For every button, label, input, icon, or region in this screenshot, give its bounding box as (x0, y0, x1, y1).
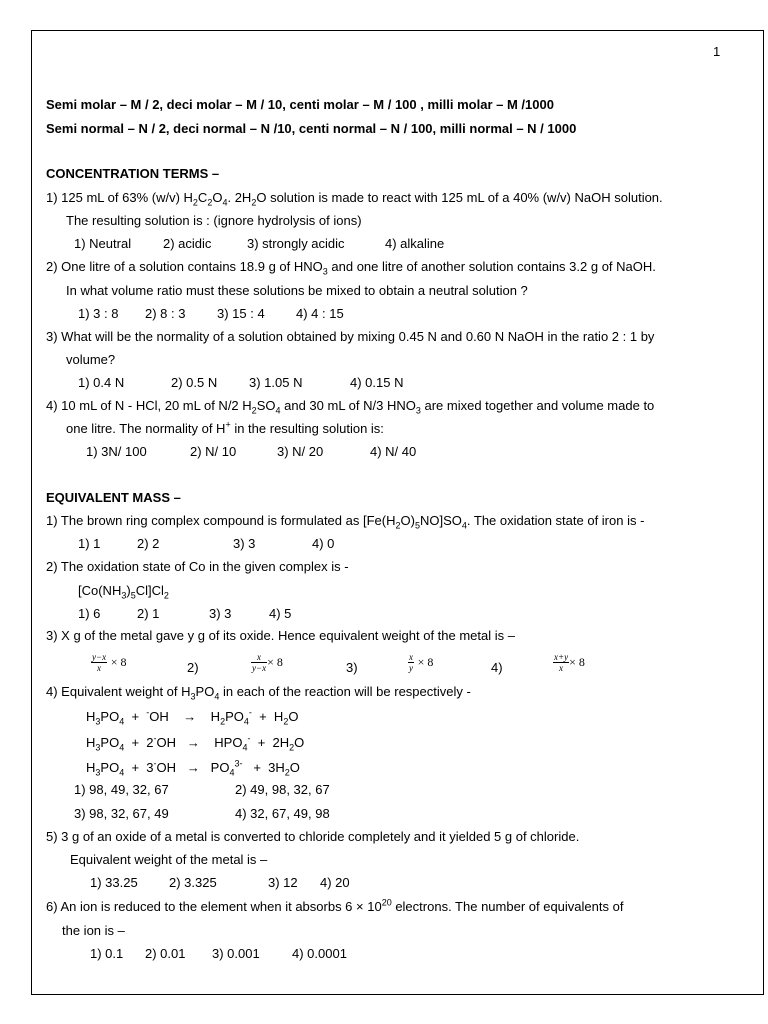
reaction-2: $H_3PO_4 + 2^-OH$ → $HPO_4^- + 2H_2O$ (86, 733, 305, 753)
question-1-text-line2: The resulting solution is : (ignore hydrolysis of ions) (66, 213, 362, 228)
eq-question-3-text: 3) X g of the metal gave y g of its oxide. Hence equivalent weight of the metal is – (46, 628, 515, 643)
question-1-option-3: 3) strongly acidic (247, 236, 345, 251)
question-2-option-4: 4) 4 : 15 (296, 306, 344, 321)
eq-question-1-text: 1) The brown ring complex compound is formulated as $[Fe(H_2O)_5NO]SO_4$. The oxidation state of iron is - (46, 513, 645, 531)
eq-question-6-text-line2: the ion is – (62, 923, 125, 938)
eq-question-6-option-4: 4) 0.0001 (292, 946, 347, 961)
eq-question-5-option-4: 4) 20 (320, 875, 350, 890)
question-2-option-1: 1) 3 : 8 (78, 306, 119, 321)
question-4-option-2: 2) N/ 10 (190, 444, 237, 459)
question-3-text-line2: volume? (66, 352, 116, 367)
question-1-option-4: 4) alkaline (385, 236, 445, 251)
eq-question-4-option-2: 2) 49, 98, 32, 67 (235, 782, 330, 797)
question-4-text-line2: one litre. The normality of H+ in the resulting solution is: (66, 419, 384, 436)
page-number: 1 (713, 44, 721, 59)
question-3-text: 3) What will be the normality of a solution obtained by mixing 0.45 N and 0.60 N NaOH in the ratio 2 : 1 by (46, 329, 655, 344)
question-2-option-2: 2) 8 : 3 (145, 306, 186, 321)
question-2-text-line2: In what volume ratio must these solutions be mixed to obtain a neutral solution ? (66, 283, 528, 298)
section-title-equivalent-mass: EQUIVALENT MASS – (46, 490, 181, 505)
eq-question-2-option-1: 1) 6 (78, 606, 101, 621)
question-4-option-4: 4) N/ 40 (370, 444, 417, 459)
normal-definitions: Semi normal – N / 2, deci normal – N /10, centi normal – N / 100, milli normal – N / 1000 (46, 121, 577, 136)
eq-question-1-option-4: 4) 0 (312, 536, 335, 551)
eq-question-3-option-1: $\frac{y-x}{x}$ × 8 (92, 652, 127, 673)
eq-question-5-option-3: 3) 12 (268, 875, 298, 890)
molar-definitions: Semi molar – M / 2, deci molar – M / 10, centi molar – M / 100 , milli molar – M /1000 (46, 97, 554, 112)
eq-question-3-label-2: 2) (187, 660, 199, 675)
question-4-text: 4) 10 mL of N - HCl, 20 mL of N/2 $H_2SO_4$ and 30 mL of N/3 $HNO_3$ are mixed together and volume made to (46, 398, 655, 416)
question-4-option-3: 3) N/ 20 (277, 444, 324, 459)
eq-question-3-label-4: 4) (491, 660, 503, 675)
eq-question-6-option-2: 2) 0.01 (145, 946, 186, 961)
eq-question-3-option-4: $\frac{x+y}{x}$ × 8 (554, 652, 585, 673)
reaction-1: $H_3PO_4 + ^-OH$ → $H_2PO_4^- + H_2O$ (86, 707, 299, 727)
question-1-option-2: 2) acidic (163, 236, 212, 251)
question-4-option-1: 1) 3N/ 100 (86, 444, 147, 459)
eq-question-3-option-3: $\frac{x}{y}$ × 8 (409, 652, 434, 673)
reaction-3: $H_3PO_4 + 3^-OH \to PO_4^{3-} + 3H_2O$ (86, 758, 300, 778)
eq-question-3-option-2: $\frac{x}{y-x}$ × 8 (252, 652, 283, 673)
question-2-text: 2) One litre of a solution contains 18.9 g of $HNO_3$ and one litre of another solution contains 3.2 g of NaOH. (46, 259, 656, 277)
eq-question-2-option-2: 2) 1 (137, 606, 160, 621)
eq-question-2-text: 2) The oxidation state of Co in the given complex is - (46, 559, 349, 574)
eq-question-6-option-1: 1) 0.1 (90, 946, 124, 961)
eq-question-5-option-2: 2) 3.325 (169, 875, 217, 890)
eq-question-4-option-3: 3) 98, 32, 67, 49 (74, 806, 169, 821)
question-1-text: 1) 125 mL of 63% (w/v) $H_2C_2O_4$. $2H_2O$ solution is made to react with 125 mL of a 40% (w/v) NaOH solution. (46, 190, 663, 208)
eq-question-2-option-3: 3) 3 (209, 606, 232, 621)
eq-question-1-option-1: 1) 1 (78, 536, 101, 551)
question-3-option-2: 2) 0.5 N (171, 375, 218, 390)
eq-question-6-text: 6) An ion is reduced to the element when it absorbs $6 \times 10^{20}$ electrons. The number of equivalents of (46, 897, 624, 914)
question-2-option-3: 3) 15 : 4 (217, 306, 265, 321)
eq-question-4-text: 4) Equivalent weight of $H_3PO_4$ in each of the reaction will be respectively - (46, 684, 471, 702)
eq-question-5-option-1: 1) 33.25 (90, 875, 138, 890)
eq-question-5-text: 5) 3 g of an oxide of a metal is converted to chloride completely and it yielded 5 g of chloride. (46, 829, 580, 844)
eq-question-1-option-2: 2) 2 (137, 536, 160, 551)
question-1-option-1: 1) Neutral (74, 236, 132, 251)
question-3-option-4: 4) 0.15 N (350, 375, 404, 390)
eq-question-5-text-line2: Equivalent weight of the metal is – (70, 852, 268, 867)
question-3-option-1: 1) 0.4 N (78, 375, 125, 390)
eq-question-6-option-3: 3) 0.001 (212, 946, 260, 961)
eq-question-4-option-4: 4) 32, 67, 49, 98 (235, 806, 330, 821)
section-title-concentration: CONCENTRATION TERMS – (46, 166, 220, 181)
question-3-option-3: 3) 1.05 N (249, 375, 303, 390)
eq-question-2-complex: $[Co(NH_3)_5Cl]Cl_2$ (78, 583, 169, 601)
eq-question-4-option-1: 1) 98, 49, 32, 67 (74, 782, 169, 797)
eq-question-1-option-3: 3) 3 (233, 536, 256, 551)
eq-question-3-label-3: 3) (346, 660, 358, 675)
eq-question-2-option-4: 4) 5 (269, 606, 292, 621)
